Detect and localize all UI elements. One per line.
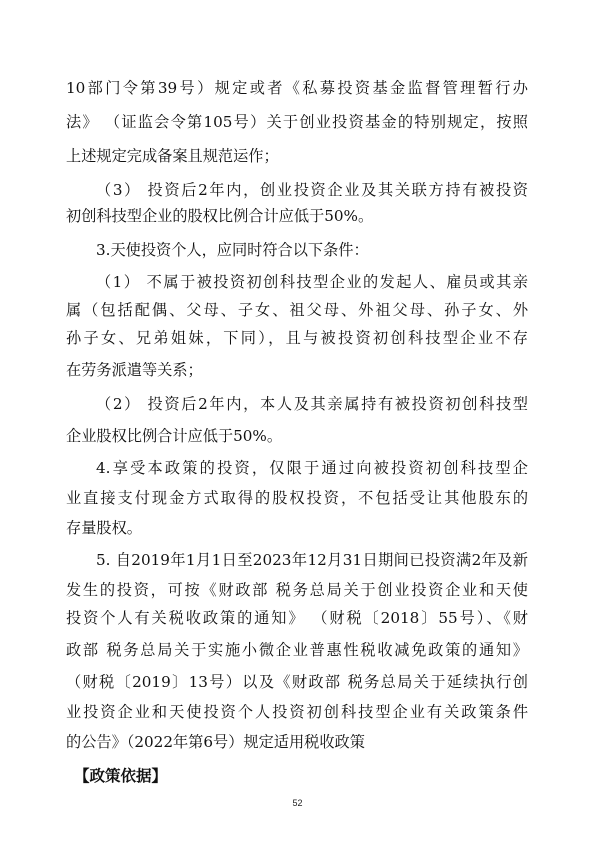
body-line-5: 初创科技型企业的股权比例合计应低于50%。 xyxy=(66,207,374,225)
body-line-19: 政部 税务总局关于实施小微企业普惠性税收减免政策的通知》 xyxy=(66,641,528,659)
body-line-16: 5. 自2019年1月1日至2023年12月31日期间已投资满2年及新 xyxy=(96,551,528,569)
section-heading: 【政策依据】 xyxy=(74,767,168,785)
body-line-4: （3） 投资后2年内，创业投资企业及其关联方持有被投资 xyxy=(96,181,528,199)
body-line-21: 业投资企业和天使投资个人投资初创科技型企业有关政策条件 xyxy=(66,703,528,721)
body-line-22: 的公告》（2022年第6号）规定适用税收政策 xyxy=(66,733,365,751)
body-line-14: 业直接支付现金方式取得的股权投资，不包括受让其他股东的 xyxy=(66,489,528,507)
body-line-11: （2） 投资后2年内，本人及其亲属持有被投资初创科技型 xyxy=(96,395,528,413)
body-line-15: 存量股权。 xyxy=(66,519,142,537)
body-line-6: 3.天使投资个人，应同时符合以下条件： xyxy=(96,241,369,259)
body-line-7: （1） 不属于被投资初创科技型企业的发起人、雇员或其亲 xyxy=(96,273,528,291)
body-line-13: 4.享受本政策的投资，仅限于通过向被投资初创科技型企 xyxy=(96,459,528,477)
page-number: 52 xyxy=(292,798,303,808)
body-line-1: 10部门令第39号）规定或者《私募投资基金监督管理暂行办 xyxy=(66,79,528,97)
body-line-8: 属（包括配偶、父母、子女、祖父母、外祖父母、孙子女、外 xyxy=(66,301,528,319)
body-line-20: （财税〔2019〕13号）以及《财政部 税务总局关于延续执行创 xyxy=(66,673,528,691)
body-line-9: 孙子女、兄弟姐妹，下同），且与被投资初创科技型企业不存 xyxy=(66,329,528,347)
body-line-10: 在劳务派遣等关系； xyxy=(66,361,203,379)
body-line-18: 投资个人有关税收政策的通知》 （财税〔2018〕55号）、《财 xyxy=(66,609,528,627)
body-line-17: 发生的投资，可按《财政部 税务总局关于创业投资企业和天使 xyxy=(66,581,528,599)
body-line-2: 法》 （证监会令第105号）关于创业投资基金的特别规定，按照 xyxy=(66,113,528,131)
body-line-12: 企业股权比例合计应低于50%。 xyxy=(66,427,283,445)
body-line-3: 上述规定完成备案且规范运作； xyxy=(66,147,279,165)
